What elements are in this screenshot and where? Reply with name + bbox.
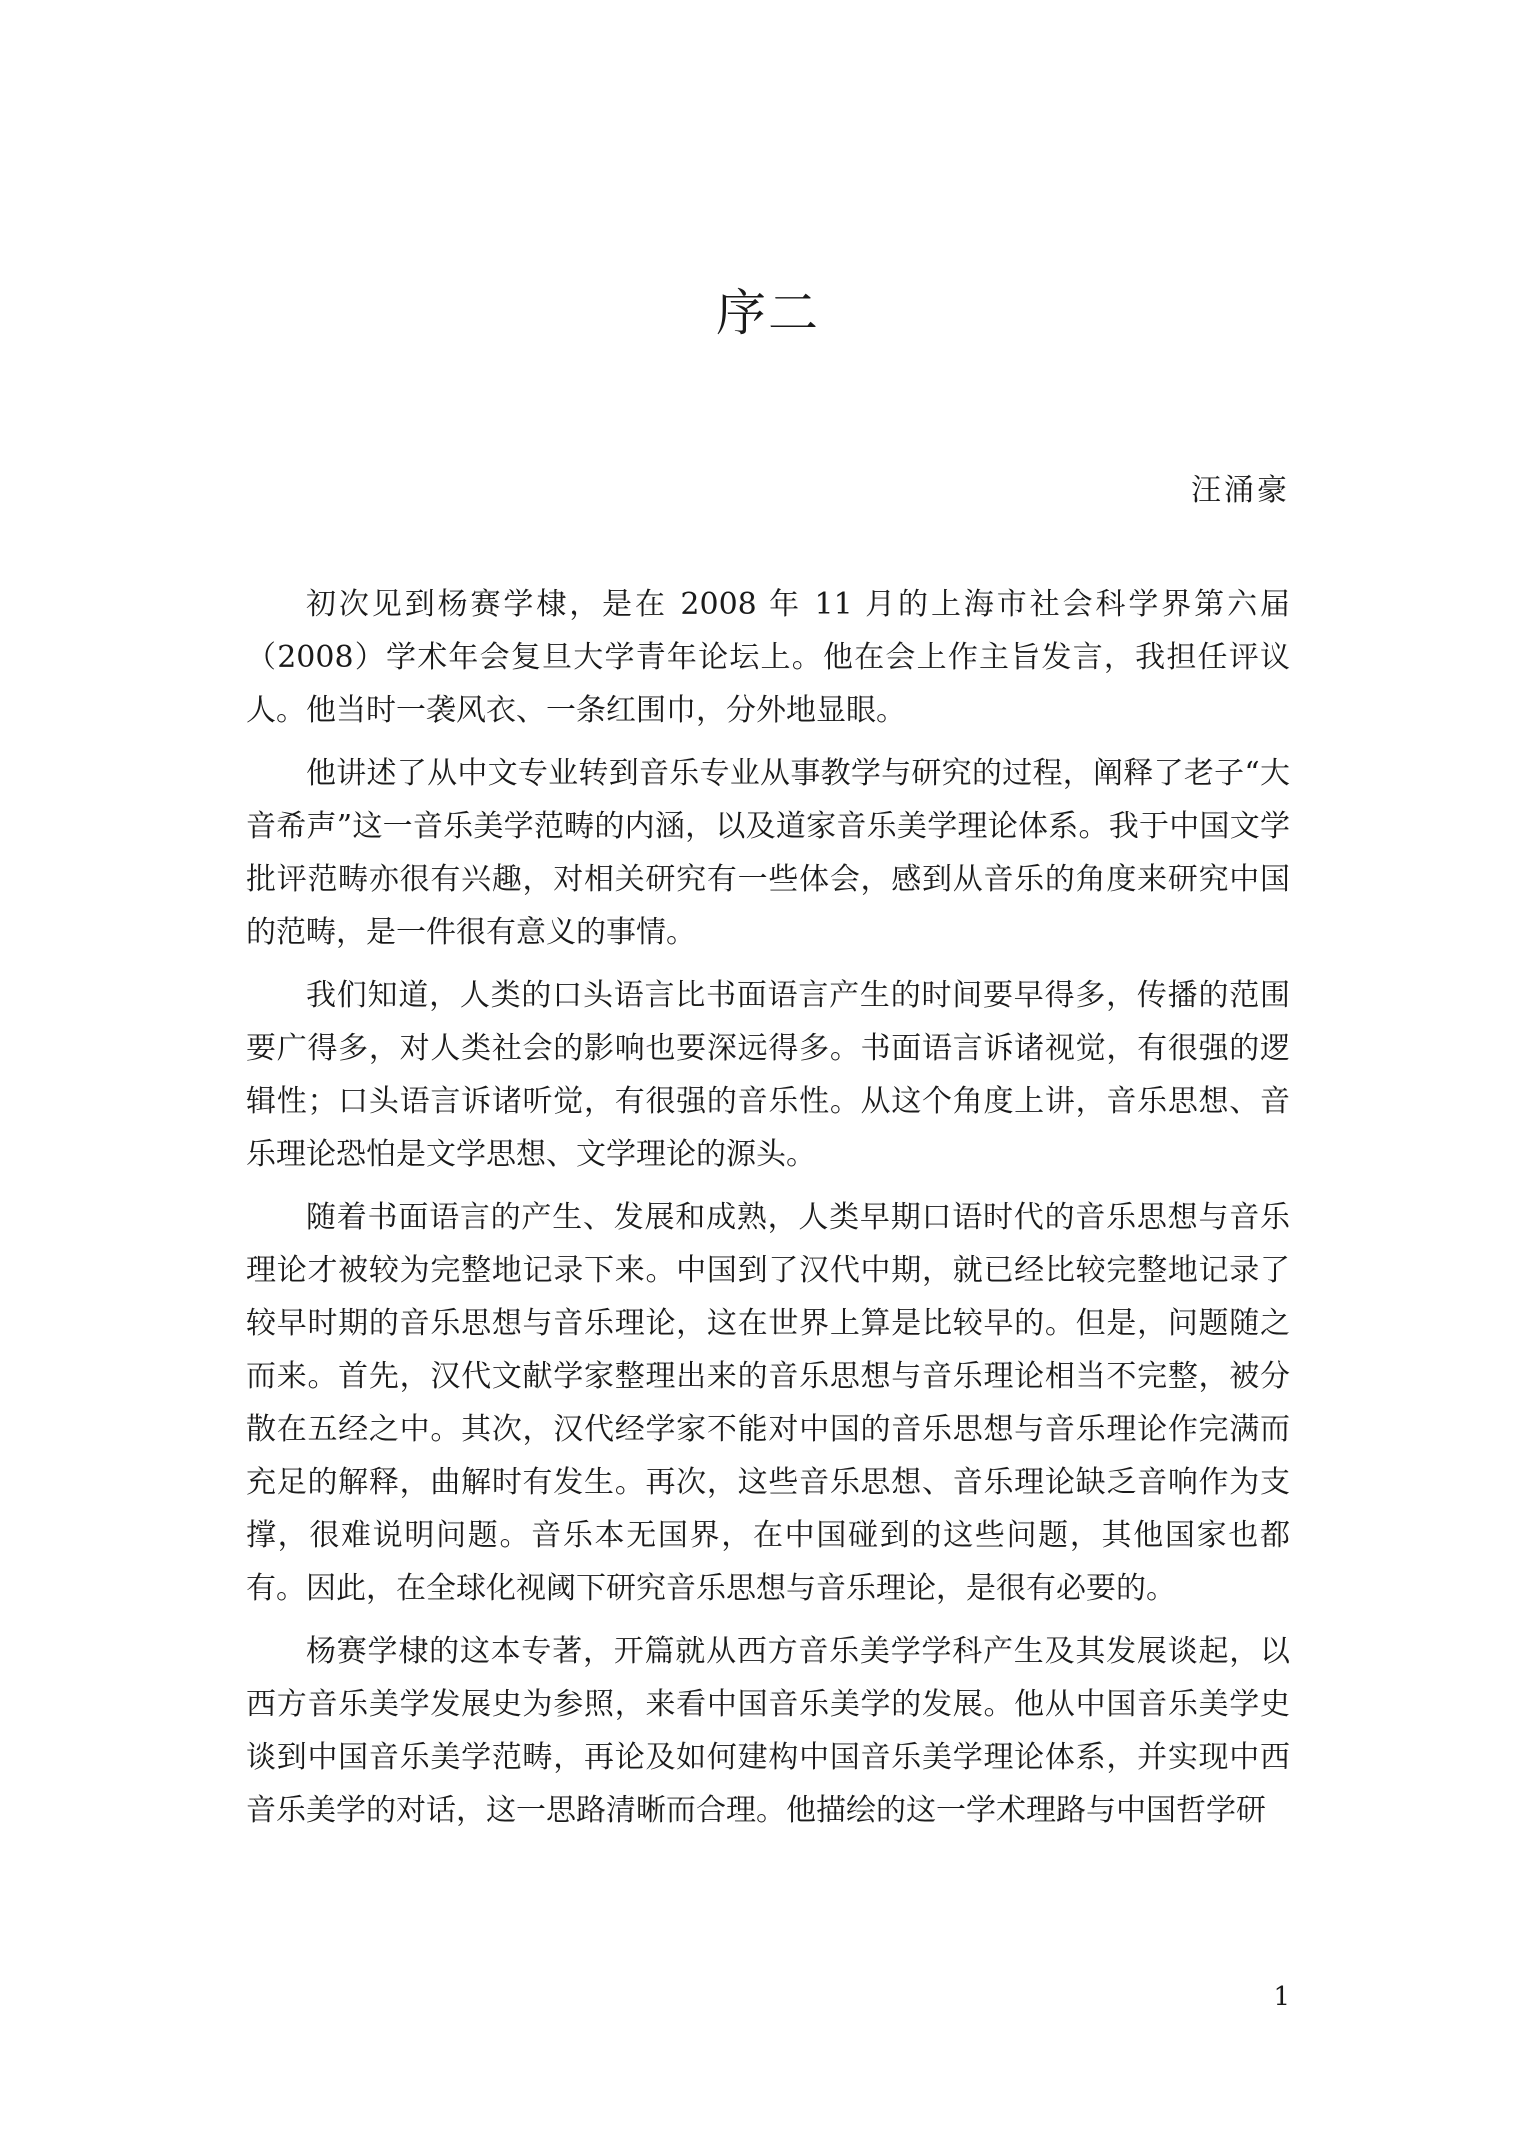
body-text [246, 578, 1290, 1847]
page-title: 序二 [716, 284, 820, 342]
paragraph: 杨赛学棣的这本专著，开篇就从西方音乐美学学科产生及其发展谈起，以西方音乐美学发展史为参照，来看中国音乐美学的发展。他从中国音乐美学史谈到中国音乐美学范畴，再论及如何建构中国音乐美学理论体系，并实现中西音乐美学的对话，这一思路清晰而合理。他描绘的这一学术理路与中国哲学研 [246, 1634, 1290, 1828]
paragraph: 初次见到杨赛学棣，是在 2008 年 11 月的上海市社会科学界第六届（2008）学术年会复旦大学青年论坛上。他在会上作主旨发言，我担任评议人。他当时一袭风衣、一条红围巾，分外地显眼。 [246, 587, 1290, 728]
paragraph: 他讲述了从中文专业转到音乐专业从事教学与研究的过程，阐释了老子“大音希声”这一音乐美学范畴的内涵，以及道家音乐美学理论体系。我于中国文学批评范畴亦很有兴趣，对相关研究有一些体会，感到从音乐的角度来研究中国的范畴，是一件很有意义的事情。 [246, 756, 1290, 950]
paragraph: 我们知道，人类的口头语言比书面语言产生的时间要早得多，传播的范围要广得多，对人类社会的影响也要深远得多。书面语言诉诸视觉，有很强的逻辑性；口头语言诉诸听觉，有很强的音乐性。从这个角度上讲，音乐思想、音乐理论恐怕是文学思想、文学理论的源头。 [246, 978, 1290, 1172]
page-number: 1 [1273, 1982, 1290, 2012]
author-name: 汪涌豪 [1191, 473, 1290, 508]
paragraph: 随着书面语言的产生、发展和成熟，人类早期口语时代的音乐思想与音乐理论才被较为完整地记录下来。中国到了汉代中期，就已经比较完整地记录了较早时期的音乐思想与音乐理论，这在世界上算是比较早的。但是，问题随之而来。首先，汉代文献学家整理出来的音乐思想与音乐理论相当不完整，被分散在五经之中。其次，汉代经学家不能对中国的音乐思想与音乐理论作完满而充足的解释，曲解时有发生。再次，这些音乐思想、音乐理论缺乏音响作为支撑，很难说明问题。音乐本无国界，在中国碰到的这些问题，其他国家也都有。因此，在全球化视阈下研究音乐思想与音乐理论，是很有必要的。 [246, 1200, 1290, 1606]
